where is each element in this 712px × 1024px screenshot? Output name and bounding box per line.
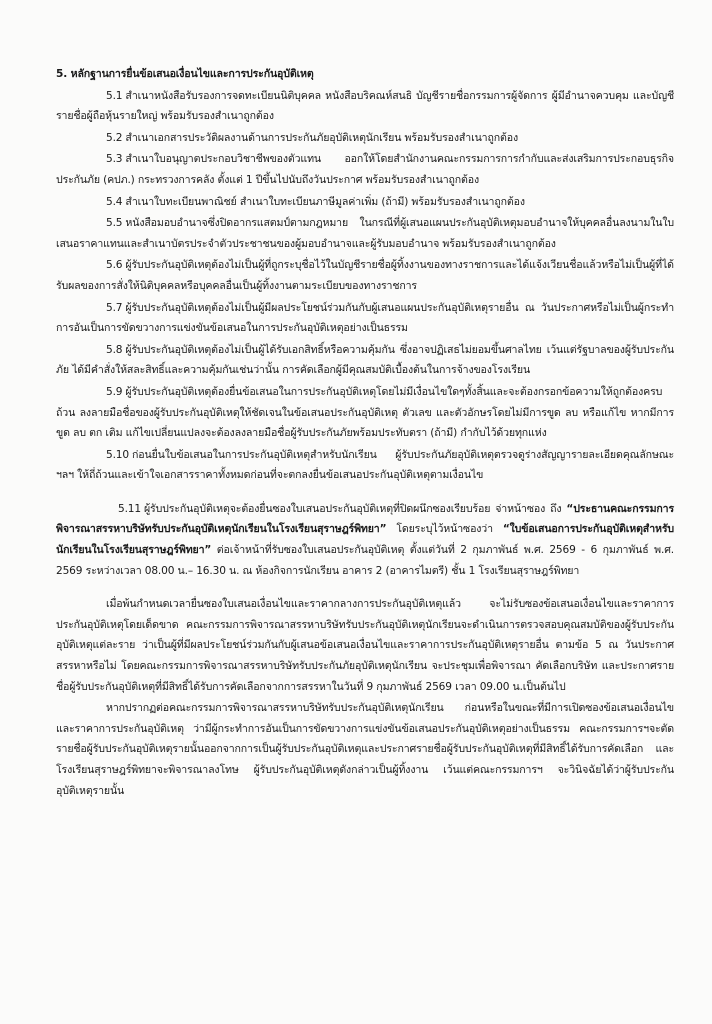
- section-heading: 5. หลักฐานการยื่นข้อเสนอเงื่อนไขและการประกันอุบัติเหตุ: [56, 68, 314, 80]
- submission-schedule: ต่อเจ้าหน้าที่รับซองใบเสนอประกันอุบัติเหตุ ตั้งแต่วันที่ 2 กุมภาพันธ์ พ.ศ. 2569 - 6 กุมภาพันธ์ พ.ศ. 2569 ระหว่างเวลา 08.00 น.– 16.30 น. ณ ห้องกิจการนักเรียน อาคาร 2 (อาคารไมตรี) ชั้น 1 โรงเรียนสุราษฎร์พิทยา: [56, 544, 674, 577]
- item-5-7: [56, 298, 674, 339]
- item-number: 5.7: [106, 301, 123, 314]
- closing-paragraph: หากปรากฏต่อคณะกรรมการพิจารณาสรรหาบริษัทรับประกันอุบัติเหตุนักเรียน ก่อนหรือในขณะที่มีการเปิดซองข้อเสนอเงื่อนไข และราคาการประกันอุบัติเหตุ ว่ามีผู้กระทำการอันเป็นการขัดขวางการแข่งขันข้อเสนอประกันอุบัติเหตุอย่างเป็นธรรม คณะกรรมการฯจะตัดรายชื่อผู้รับประกันอุบัติเหตุรายนั้นออกจากการเป็นผู้รับประกันอุบัติเหตุและประกาศรายชื่อผู้รับประกันอุบัติเหตุที่มีสิทธิ์ได้รับการคัดเลือก และโรงเรียนสุราษฎร์พิทยาจะพิจารณาลงโทษ ผู้รับประกันอุบัติเหตุดังกล่าวเป็นผู้ทิ้งงาน เว้นแต่คณะกรรมการฯ จะวินิจฉัยได้ว่าผู้รับประกันอุบัติเหตุรายนั้น: [56, 702, 674, 797]
- item-number: 5.4: [106, 195, 123, 208]
- item-5-4: [56, 192, 674, 213]
- item-number: 5.3: [106, 153, 123, 166]
- spacer: [56, 487, 674, 499]
- item-text: สำเนาใบทะเบียนพาณิชย์ สำเนาใบทะเบียนภาษีมูลค่าเพิ่ม (ถ้ามี) พร้อมรับรองสำเนาถูกต้อง: [125, 195, 525, 208]
- item-number: 5.8: [106, 343, 123, 356]
- item-text: ผู้รับประกันอุบัติเหตุต้องไม่เป็นผู้ที่ถูกระบุชื่อไว้ในบัญชีรายชื่อผู้ทิ้งงานของทางราชการและได้แจ้งเวียนชื่อแล้วหรือไม่เป็นผู้ที่ได้รับผลของการสั่งให้นิติบุคคลหรือบุคคลอื่นเป็นผู้ทิ้งงานตามระเบียบของทางราชการ: [56, 259, 674, 292]
- item-text: ผู้รับประกันอุบัติเหตุต้องไม่เป็นผู้ได้รับเอกสิทธิ์หรือความคุ้มกัน ซึ่งอาจปฏิเสธไม่ยอมขึ้นศาลไทย เว้นแต่รัฐบาลของผู้รับประกันภัย ได้มีคำสั่งให้สละสิทธิ์และความคุ้มกันเช่นว่านั้น การคัดเลือกผู้มีคุณสมบัติเบื้องต้นในการจ้างของโรงเรียน: [56, 343, 674, 377]
- item-5-11: [56, 499, 674, 581]
- item-5-8: [56, 340, 674, 381]
- item-number: 5.2: [106, 131, 123, 144]
- item-5-6: [56, 255, 674, 296]
- item-text: สำเนาใบอนุญาตประกอบวิชาชีพของตัวแทน ออกให้โดยสำนักงานคณะกรรมการการกำกับและส่งเสริมการประกอบธุรกิจประกันภัย (คปภ.) กระทรวงการคลัง ตั้งแต่ 1 ปีขึ้นไปนับถึงวันประกาศ พร้อมรับรองสำเนาถูกต้อง: [56, 153, 674, 186]
- item-5-1: [56, 86, 674, 127]
- item-text: ผู้รับประกันอุบัติเหตุต้องไม่เป็นผู้มีผลประโยชน์ร่วมกันกับผู้เสนอแผนประกันอุบัติเหตุรายอื่น ณ วันประกาศหรือไม่เป็นผู้กระทำการอันเป็นการขัดขวางการแข่งขันข้อเสนอในการประกันอุบัติเหตุอย่างเป็นธรรม: [56, 301, 674, 335]
- item-5-3: [56, 149, 674, 190]
- item-5-2: [56, 128, 674, 149]
- addressee: “ประธานคณะกรรมการพิจารณาสรรหาบริษัทรับประกันอุบัติเหตุนักเรียนในโรงเรียนสุราษฎร์พิทยา”: [56, 502, 674, 536]
- item-number: 5.10: [106, 448, 129, 461]
- item-number: 5.5: [106, 217, 123, 230]
- item-5-5: [56, 213, 674, 254]
- closing-paragraph: เมื่อพ้นกำหนดเวลายื่นซองใบเสนอเงื่อนไขและราคากลางการประกันอุบัติเหตุแล้ว จะไม่รับซองข้อเสนอเงื่อนไขและราคาการประกันอุบัติเหตุโดยเด็ดขาด คณะกรรมการพิจารณาสรรหาบริษัทรับประกันอุบัติเหตุนักเรียนจะดำเนินการตรวจสอบคุณสมบัติของผู้รับประกันอุบัติเหตุแต่ละราย ว่าเป็นผู้ที่มีผลประโยชน์ร่วมกันกับผู้เสนอข้อเสนอเงื่อนไขและราคาการประกันอุบัติเหตุรายอื่น ตามข้อ 5 ณ วันประกาศสรรหาหรือไม่ โดยคณะกรรมการพิจารณาสรรหาบริษัทรับประกันภัยอุบัติเหตุนักเรียน จะประชุมเพื่อพิจารณา คัดเลือกบริษัท และประกาศรายชื่อผู้รับประกันอุบัติเหตุที่มีสิทธิ์ได้รับการคัดเลือกจากการสรรหาในวันที่ 9 กุมภาพันธ์ 2569 เวลา 09.00 น.เป็นต้นไป: [56, 598, 674, 693]
- item-text: ผู้รับประกันอุบัติเหตุต้องยื่นข้อเสนอในการประกันอุบัติเหตุโดยไม่มีเงื่อนไขใดๆทั้งสิ้นและจะต้องกรอกข้อความให้ถูกต้องครบถ้วน ลงลายมือชื่อของผู้รับประกันอุบัติเหตุให้ชัดเจนในข้อเสนอประกันอุบัติเหตุ ตัวเลข และตัวอักษรโดยไม่มีการขูด ลบ หรือแก้ไข หากมีการขูด ลบ ตก เติม แก้ไขเปลี่ยนแปลงจะต้องลงลายมือชื่อผู้รับประกันภัยพร้อมประทับตรา (ถ้ามี) กำกับไว้ด้วยทุกแห่ง: [56, 385, 674, 440]
- item-5-9: [56, 382, 674, 444]
- item-number: 5.6: [106, 259, 123, 272]
- item-number: 5.9: [106, 385, 123, 398]
- item-intro: ผู้รับประกันอุบัติเหตุจะต้องยื่นซองใบเสนอประกันอุบัติเหตุที่ปิดผนึกซองเรียบร้อย จ่าหน้าซอง ถึง: [144, 502, 562, 515]
- item-number: 5.1: [106, 89, 123, 102]
- item-text: ก่อนยื่นใบข้อเสนอในการประกันอุบัติเหตุสำหรับนักเรียน ผู้รับประกันภัยอุบัติเหตุตรวจดูร่างสัญญารายละเอียดคุณลักษณะฯลฯ ให้ถี่ถ้วนและเข้าใจเอกสารราคาทั้งหมดก่อนที่จะตกลงยื่นข้อเสนอประกันอุบัติเหตุตามเงื่อนไข: [56, 448, 674, 482]
- item-text: หนังสือมอบอำนาจซึ่งปิดอากรแสตมป์ตามกฎหมาย ในกรณีที่ผู้เสนอแผนประกันอุบัติเหตุมอบอำนาจให้บุคคลอื่นลงนามในใบเสนอราคาแทนและสำเนาบัตรประจำตัวประชาชนของผู้มอบอำนาจและผู้รับมอบอำนาจ พร้อมรับรองสำเนาถูกต้อง: [56, 217, 674, 250]
- item-5-10: [56, 445, 674, 486]
- spacer: [56, 582, 674, 594]
- item-text: สำเนาเอกสารประวัติผลงานด้านการประกันภัยอุบัติเหตุนักเรียน พร้อมรับรองสำเนาถูกต้อง: [125, 131, 518, 144]
- item-number: 5.11: [118, 502, 141, 515]
- envelope-prefix: โดยระบุไว้หน้าซองว่า: [396, 523, 493, 536]
- envelope-label: “ใบข้อเสนอการประกันอุบัติเหตุสำหรับนักเรียนในโรงเรียนสุราษฎร์พิทยา”: [56, 523, 675, 557]
- document-body: [56, 64, 674, 802]
- item-text: สำเนาหนังสือรับรองการจดทะเบียนนิติบุคคล หนังสือบริคณห์สนธิ บัญชีรายชื่อกรรมการผู้จัดการ ผู้มีอำนาจควบคุม และบัญชีรายชื่อผู้ถือหุ้นรายใหญ่ พร้อมรับรองสำเนาถูกต้อง: [56, 89, 674, 123]
